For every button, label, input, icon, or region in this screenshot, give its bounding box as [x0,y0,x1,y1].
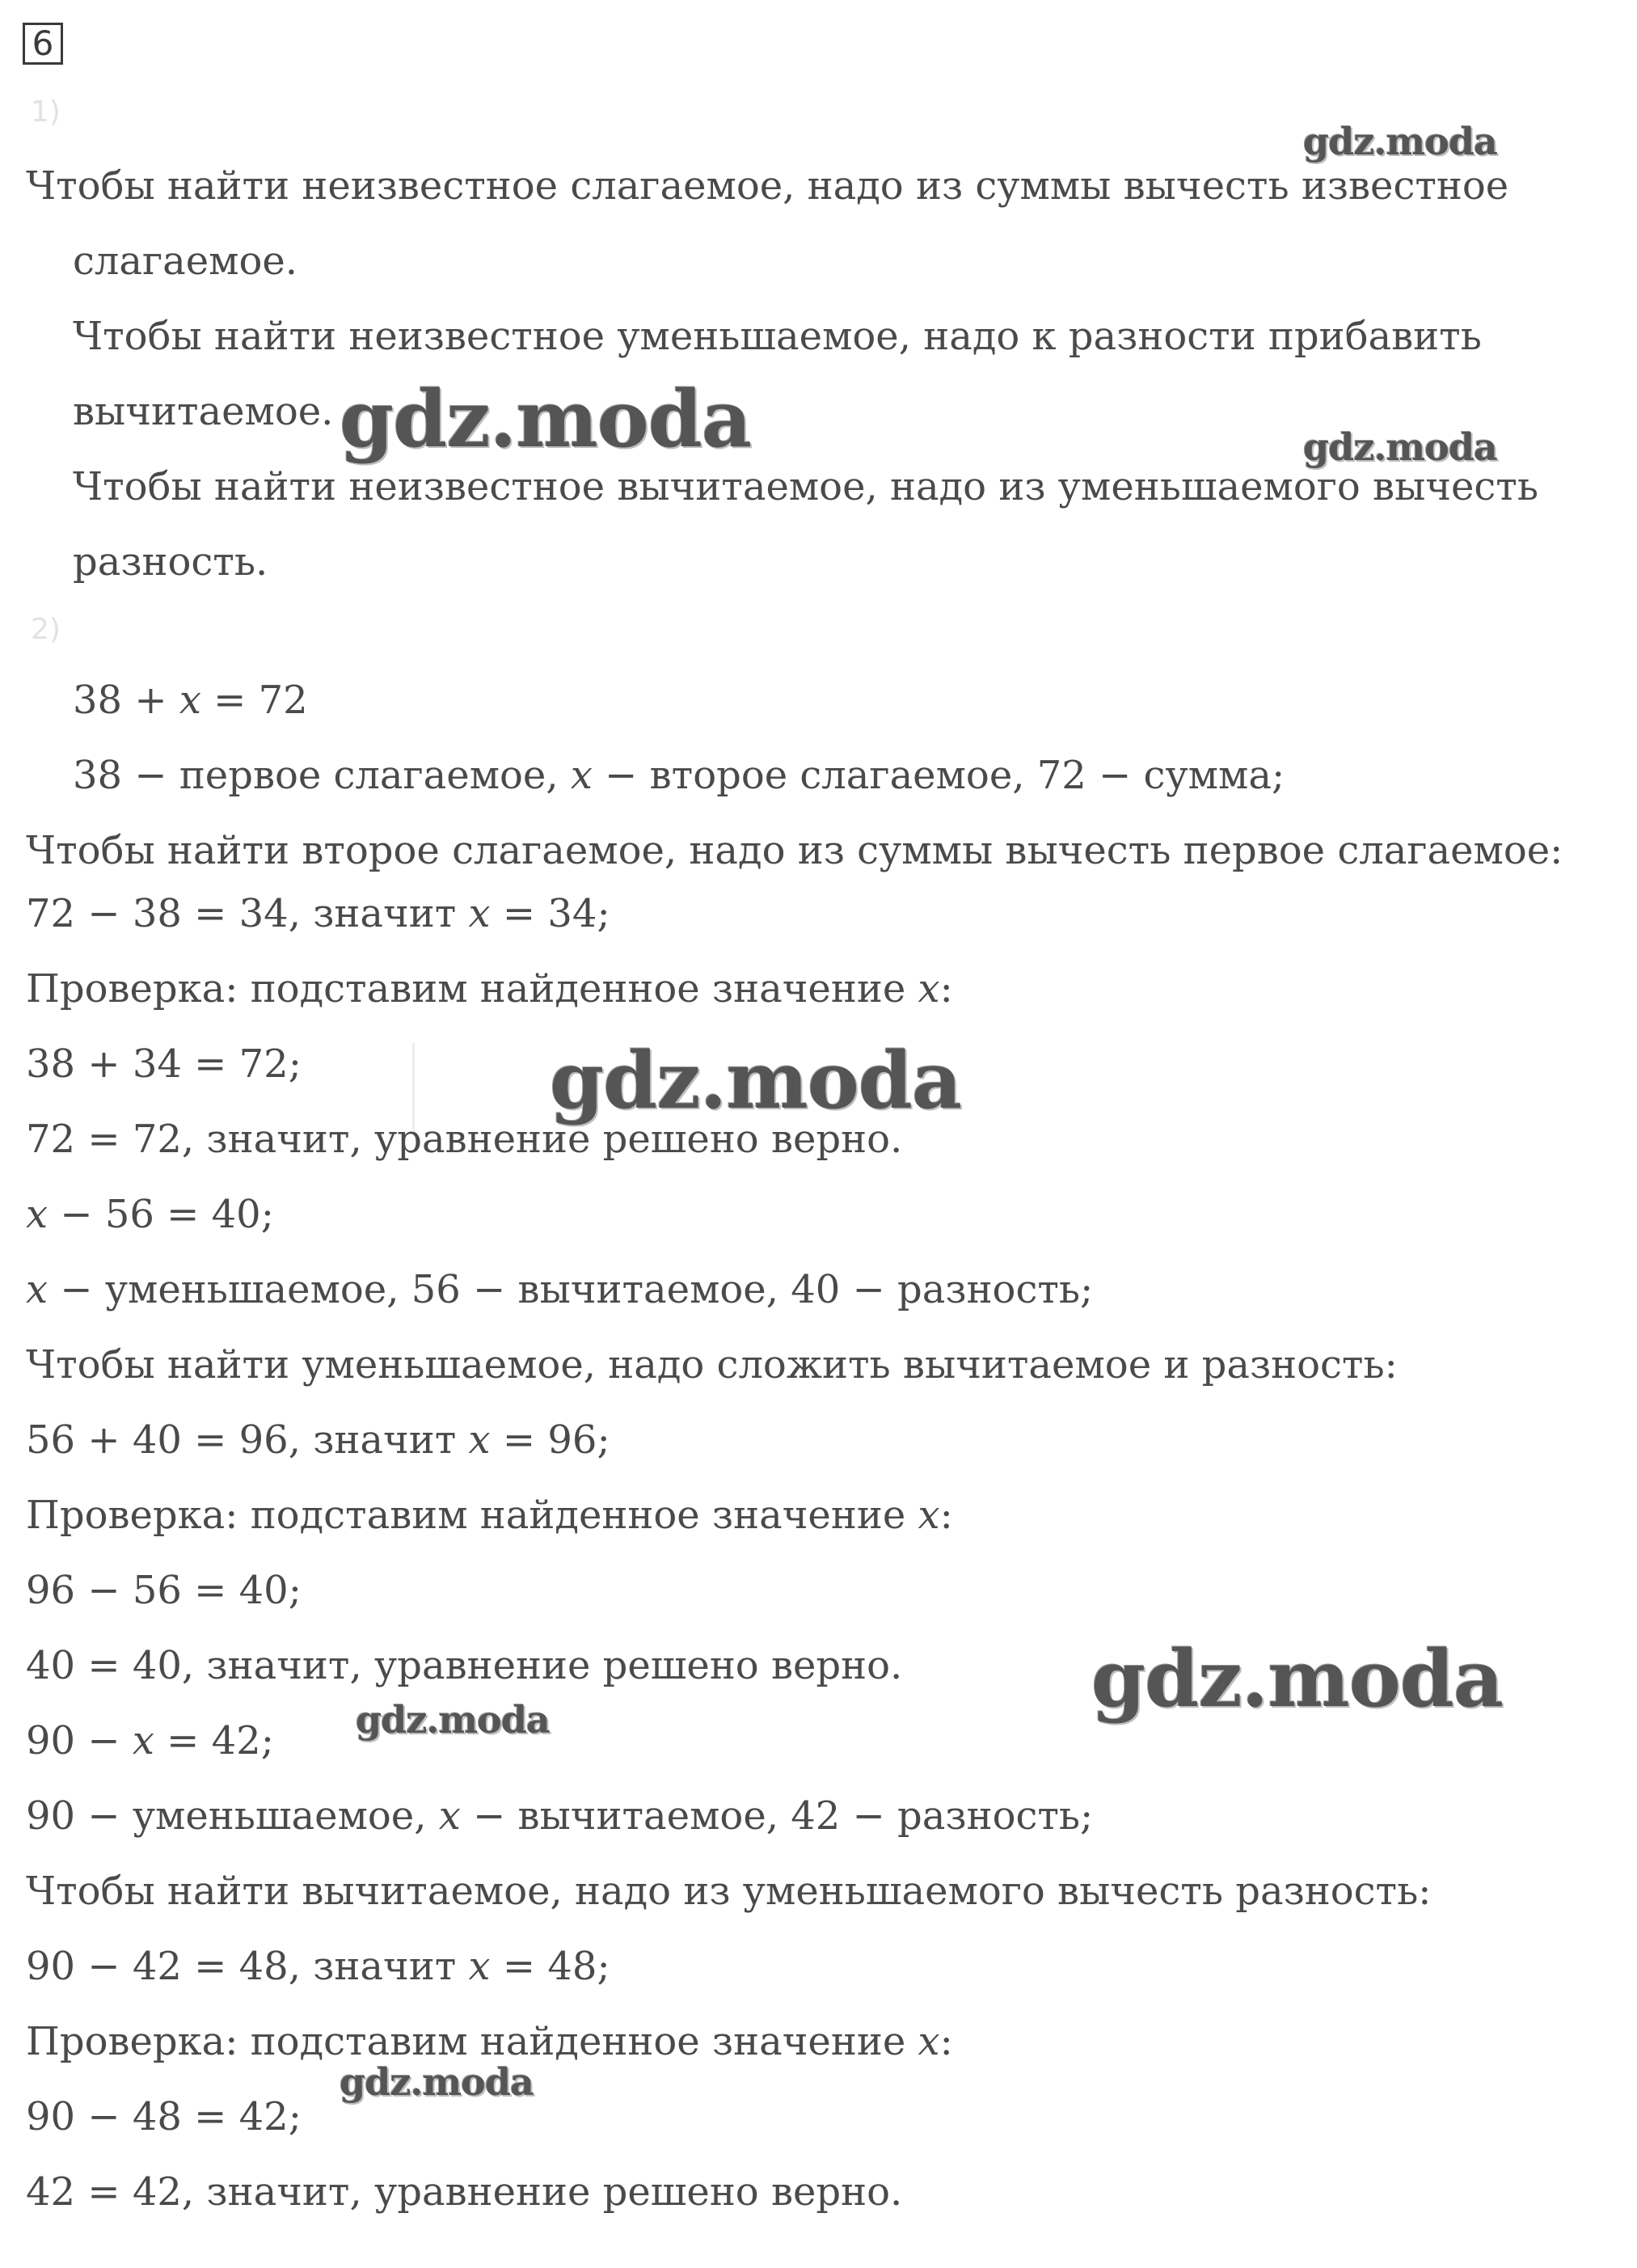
rule-line: разность. [73,539,268,585]
solution-line: Проверка: подставим найденное значение x: [26,2019,953,2064]
watermark-logo: gdz.moda [1303,120,1497,163]
solution-line: 38 − первое слагаемое, x − второе слагаемое, 72 − сумма; [73,753,1285,798]
rule-line: Чтобы найти неизвестное уменьшаемое, надо к разности прибавить [73,314,1482,359]
solution-line: 40 = 40, значит, уравнение решено верно. [26,1643,903,1688]
solution-line: x − уменьшаемое, 56 − вычитаемое, 40 − разность; [26,1267,1094,1312]
rule-line: слагаемое. [73,239,298,284]
solution-line: 90 − уменьшаемое, x − вычитаемое, 42 − разность; [26,1793,1094,1839]
solution-line: 42 = 42, значит, уравнение решено верно. [26,2169,903,2215]
solution-line: 90 − 42 = 48, значит x = 48; [26,1944,610,1989]
solution-line: 72 − 38 = 34, значит x = 34; [26,891,610,936]
solution-line: 38 + 34 = 72; [26,1041,302,1087]
watermark-logo: gdz.moda [356,1698,550,1742]
watermark-logo: gdz.moda [340,2060,534,2104]
solution-line: 38 + x = 72 [73,678,308,723]
solution-line: Чтобы найти уменьшаемое, надо сложить вычитаемое и разность: [26,1342,1398,1387]
solution-line: Чтобы найти вычитаемое, надо из уменьшаемого вычесть разность: [26,1869,1432,1914]
rule-line: вычитаемое. [73,389,334,434]
watermark-logo: gdz.moda [550,1035,962,1126]
solution-line: 90 − 48 = 42; [26,2094,302,2139]
solution-line: 96 − 56 = 40; [26,1568,302,1613]
solution-line: Чтобы найти второе слагаемое, надо из суммы вычесть первое слагаемое: [26,828,1563,873]
rule-line: Чтобы найти неизвестное слагаемое, надо из суммы вычесть известное [26,163,1509,209]
part-marker-2: 2) [31,613,61,646]
solution-line: Проверка: подставим найденное значение x: [26,966,953,1012]
solution-line: x − 56 = 40; [26,1192,274,1237]
solution-line: Проверка: подставим найденное значение x: [26,1493,953,1538]
watermark-logo: gdz.moda [340,374,752,465]
watermark-logo: gdz.moda [1303,425,1497,469]
solution-line: 72 = 72, значит, уравнение решено верно. [26,1117,903,1162]
part-marker-1: 1) [31,95,61,129]
rule-line: Чтобы найти неизвестное вычитаемое, надо из уменьшаемого вычесть [73,464,1538,509]
watermark-logo: gdz.moda [1091,1633,1504,1725]
solution-line: 90 − x = 42; [26,1718,274,1763]
solution-line: 56 + 40 = 96, значит x = 96; [26,1417,610,1463]
task-number-badge: 6 [23,23,63,65]
